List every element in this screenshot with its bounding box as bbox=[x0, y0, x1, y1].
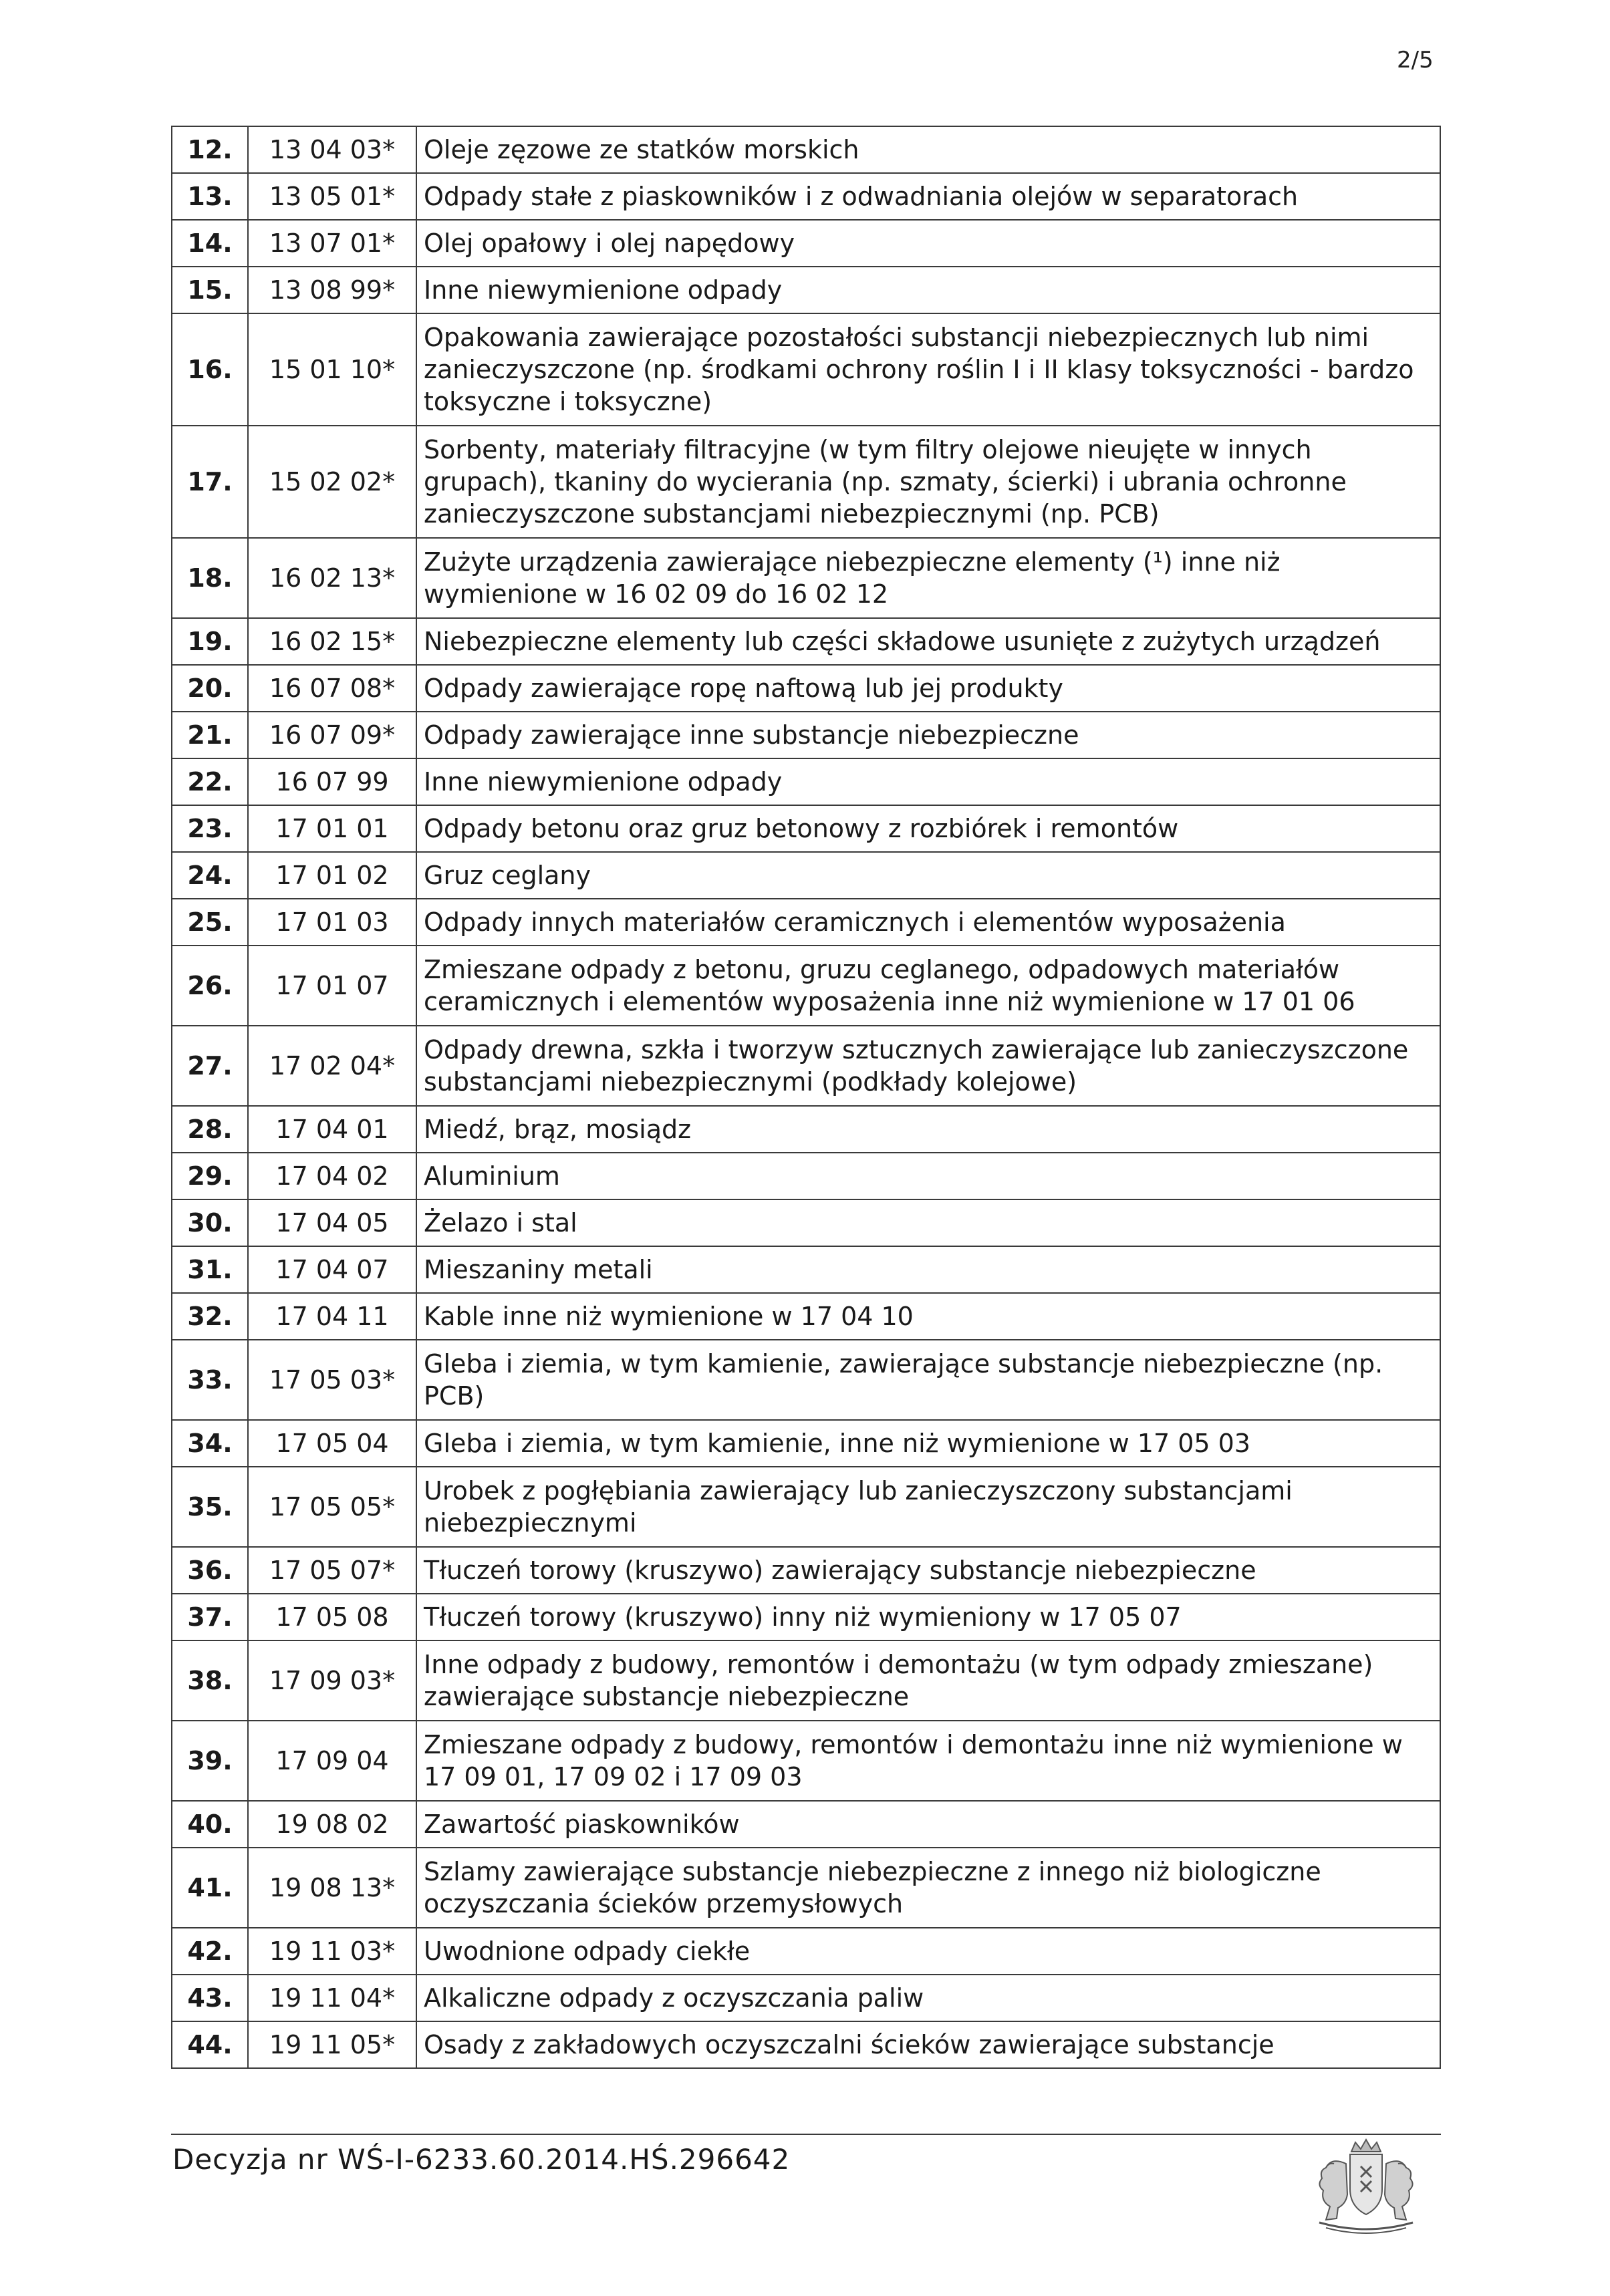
waste-code: 17 05 08 bbox=[248, 1594, 416, 1640]
table-row bbox=[172, 173, 1440, 220]
row-number: 12. bbox=[172, 126, 248, 173]
waste-description: Tłuczeń torowy (kruszywo) zawierający substancje niebezpieczne bbox=[416, 1547, 1440, 1594]
row-number: 19. bbox=[172, 618, 248, 665]
table-row bbox=[172, 220, 1440, 267]
waste-description: Zmieszane odpady z budowy, remontów i demontażu inne niż wymienione w 17 09 01, 17 09 02 i 17 09 03 bbox=[416, 1721, 1440, 1801]
waste-code: 17 05 05* bbox=[248, 1467, 416, 1547]
table-row bbox=[172, 1199, 1440, 1246]
waste-code: 17 01 03 bbox=[248, 899, 416, 946]
table-row bbox=[172, 426, 1440, 538]
waste-description: Inne niewymienione odpady bbox=[416, 758, 1440, 805]
waste-description: Uwodnione odpady ciekłe bbox=[416, 1928, 1440, 1975]
waste-codes-table-body bbox=[172, 126, 1440, 2068]
waste-code: 17 01 02 bbox=[248, 852, 416, 899]
table-row bbox=[172, 1106, 1440, 1153]
row-number: 38. bbox=[172, 1640, 248, 1721]
table-row bbox=[172, 313, 1440, 426]
row-number: 35. bbox=[172, 1467, 248, 1547]
row-number: 13. bbox=[172, 173, 248, 220]
gdansk-coat-of-arms-icon bbox=[1299, 2137, 1433, 2237]
page-number: 2/5 bbox=[1397, 47, 1434, 74]
waste-code: 16 07 09* bbox=[248, 712, 416, 758]
footer-divider bbox=[171, 2134, 1441, 2135]
waste-description: Zawartość piaskowników bbox=[416, 1801, 1440, 1848]
waste-code: 19 11 03* bbox=[248, 1928, 416, 1975]
waste-description: Żelazo i stal bbox=[416, 1199, 1440, 1246]
waste-description: Odpady zawierające ropę naftową lub jej produkty bbox=[416, 665, 1440, 712]
decision-number: Decyzja nr WŚ-I-6233.60.2014.HŚ.296642 bbox=[172, 2143, 791, 2176]
row-number: 16. bbox=[172, 313, 248, 426]
row-number: 26. bbox=[172, 946, 248, 1026]
waste-code: 15 02 02* bbox=[248, 426, 416, 538]
table-row bbox=[172, 1420, 1440, 1467]
waste-description: Opakowania zawierające pozostałości substancji niebezpiecznych lub nimi zanieczyszczone (np. środkami ochrony roślin I i II klasy toksyczności - bardzo toksyczne i toksyczne) bbox=[416, 313, 1440, 426]
waste-description: Inne niewymienione odpady bbox=[416, 267, 1440, 313]
waste-code: 17 09 03* bbox=[248, 1640, 416, 1721]
waste-code: 17 09 04 bbox=[248, 1721, 416, 1801]
waste-description: Gleba i ziemia, w tym kamienie, inne niż wymienione w 17 05 03 bbox=[416, 1420, 1440, 1467]
waste-description: Miedź, brąz, mosiądz bbox=[416, 1106, 1440, 1153]
table-row bbox=[172, 1340, 1440, 1420]
waste-code: 17 04 02 bbox=[248, 1153, 416, 1199]
waste-code: 17 05 04 bbox=[248, 1420, 416, 1467]
waste-code: 13 08 99* bbox=[248, 267, 416, 313]
table-row bbox=[172, 712, 1440, 758]
waste-code: 13 05 01* bbox=[248, 173, 416, 220]
row-number: 22. bbox=[172, 758, 248, 805]
waste-codes-table bbox=[171, 126, 1441, 2069]
table-row bbox=[172, 1547, 1440, 1594]
waste-description: Mieszaniny metali bbox=[416, 1246, 1440, 1293]
waste-description: Gruz ceglany bbox=[416, 852, 1440, 899]
waste-code: 17 01 01 bbox=[248, 805, 416, 852]
waste-code: 17 05 03* bbox=[248, 1340, 416, 1420]
waste-description: Zużyte urządzenia zawierające niebezpieczne elementy (¹) inne niż wymienione w 16 02 09 do 16 02 12 bbox=[416, 538, 1440, 618]
waste-description: Aluminium bbox=[416, 1153, 1440, 1199]
row-number: 24. bbox=[172, 852, 248, 899]
row-number: 14. bbox=[172, 220, 248, 267]
waste-code: 15 01 10* bbox=[248, 313, 416, 426]
waste-code: 16 07 99 bbox=[248, 758, 416, 805]
table-row bbox=[172, 1975, 1440, 2021]
table-row bbox=[172, 618, 1440, 665]
waste-code: 16 07 08* bbox=[248, 665, 416, 712]
row-number: 23. bbox=[172, 805, 248, 852]
table-row bbox=[172, 805, 1440, 852]
waste-description: Osady z zakładowych oczyszczalni ścieków zawierające substancje bbox=[416, 2021, 1440, 2068]
waste-code: 19 11 04* bbox=[248, 1975, 416, 2021]
waste-description: Kable inne niż wymienione w 17 04 10 bbox=[416, 1293, 1440, 1340]
row-number: 17. bbox=[172, 426, 248, 538]
waste-description: Gleba i ziemia, w tym kamienie, zawierające substancje niebezpieczne (np. PCB) bbox=[416, 1340, 1440, 1420]
row-number: 28. bbox=[172, 1106, 248, 1153]
row-number: 21. bbox=[172, 712, 248, 758]
row-number: 20. bbox=[172, 665, 248, 712]
table-row bbox=[172, 1467, 1440, 1547]
waste-description: Olej opałowy i olej napędowy bbox=[416, 220, 1440, 267]
table-row bbox=[172, 899, 1440, 946]
waste-code: 17 04 07 bbox=[248, 1246, 416, 1293]
table-row bbox=[172, 665, 1440, 712]
waste-code: 16 02 13* bbox=[248, 538, 416, 618]
waste-code: 13 04 03* bbox=[248, 126, 416, 173]
waste-description: Inne odpady z budowy, remontów i demontażu (w tym odpady zmieszane) zawierające substancje niebezpieczne bbox=[416, 1640, 1440, 1721]
table-row bbox=[172, 1293, 1440, 1340]
row-number: 43. bbox=[172, 1975, 248, 2021]
row-number: 30. bbox=[172, 1199, 248, 1246]
table-row bbox=[172, 267, 1440, 313]
waste-code: 19 11 05* bbox=[248, 2021, 416, 2068]
row-number: 15. bbox=[172, 267, 248, 313]
waste-description: Odpady drewna, szkła i tworzyw sztucznych zawierające lub zanieczyszczone substancjami niebezpiecznymi (podkłady kolejowe) bbox=[416, 1026, 1440, 1106]
table-row bbox=[172, 1928, 1440, 1975]
table-row bbox=[172, 1246, 1440, 1293]
waste-description: Odpady innych materiałów ceramicznych i elementów wyposażenia bbox=[416, 899, 1440, 946]
table-row bbox=[172, 946, 1440, 1026]
row-number: 36. bbox=[172, 1547, 248, 1594]
row-number: 33. bbox=[172, 1340, 248, 1420]
table-row bbox=[172, 1153, 1440, 1199]
waste-code: 17 04 05 bbox=[248, 1199, 416, 1246]
row-number: 44. bbox=[172, 2021, 248, 2068]
row-number: 39. bbox=[172, 1721, 248, 1801]
waste-code: 13 07 01* bbox=[248, 220, 416, 267]
waste-code: 17 02 04* bbox=[248, 1026, 416, 1106]
waste-description: Odpady stałe z piaskowników i z odwadniania olejów w separatorach bbox=[416, 173, 1440, 220]
table-row bbox=[172, 1594, 1440, 1640]
table-row bbox=[172, 758, 1440, 805]
waste-description: Tłuczeń torowy (kruszywo) inny niż wymieniony w 17 05 07 bbox=[416, 1594, 1440, 1640]
waste-description: Szlamy zawierające substancje niebezpieczne z innego niż biologiczne oczyszczania ścieków przemysłowych bbox=[416, 1848, 1440, 1928]
table-row bbox=[172, 2021, 1440, 2068]
row-number: 29. bbox=[172, 1153, 248, 1199]
row-number: 40. bbox=[172, 1801, 248, 1848]
row-number: 34. bbox=[172, 1420, 248, 1467]
row-number: 37. bbox=[172, 1594, 248, 1640]
waste-code: 16 02 15* bbox=[248, 618, 416, 665]
waste-description: Sorbenty, materiały filtracyjne (w tym filtry olejowe nieujęte w innych grupach), tkaniny do wycierania (np. szmaty, ścierki) i ubrania ochronne zanieczyszczone substancjami niebezpiecznymi (np. PCB) bbox=[416, 426, 1440, 538]
waste-description: Oleje zęzowe ze statków morskich bbox=[416, 126, 1440, 173]
row-number: 31. bbox=[172, 1246, 248, 1293]
waste-description: Alkaliczne odpady z oczyszczania paliw bbox=[416, 1975, 1440, 2021]
row-number: 27. bbox=[172, 1026, 248, 1106]
row-number: 32. bbox=[172, 1293, 248, 1340]
waste-code: 17 04 11 bbox=[248, 1293, 416, 1340]
row-number: 42. bbox=[172, 1928, 248, 1975]
table-row bbox=[172, 852, 1440, 899]
row-number: 18. bbox=[172, 538, 248, 618]
waste-description: Niebezpieczne elementy lub części składowe usunięte z zużytych urządzeń bbox=[416, 618, 1440, 665]
row-number: 41. bbox=[172, 1848, 248, 1928]
waste-code: 19 08 02 bbox=[248, 1801, 416, 1848]
waste-description: Urobek z pogłębiania zawierający lub zanieczyszczony substancjami niebezpiecznymi bbox=[416, 1467, 1440, 1547]
table-row bbox=[172, 1026, 1440, 1106]
table-row bbox=[172, 1848, 1440, 1928]
waste-code: 17 01 07 bbox=[248, 946, 416, 1026]
row-number: 25. bbox=[172, 899, 248, 946]
waste-code: 17 05 07* bbox=[248, 1547, 416, 1594]
waste-code: 17 04 01 bbox=[248, 1106, 416, 1153]
waste-description: Zmieszane odpady z betonu, gruzu ceglanego, odpadowych materiałów ceramicznych i elementów wyposażenia inne niż wymienione w 17 01 06 bbox=[416, 946, 1440, 1026]
table-row bbox=[172, 126, 1440, 173]
waste-description: Odpady zawierające inne substancje niebezpieczne bbox=[416, 712, 1440, 758]
table-row bbox=[172, 1721, 1440, 1801]
table-row bbox=[172, 1640, 1440, 1721]
table-row bbox=[172, 538, 1440, 618]
waste-code: 19 08 13* bbox=[248, 1848, 416, 1928]
table-row bbox=[172, 1801, 1440, 1848]
waste-description: Odpady betonu oraz gruz betonowy z rozbiórek i remontów bbox=[416, 805, 1440, 852]
